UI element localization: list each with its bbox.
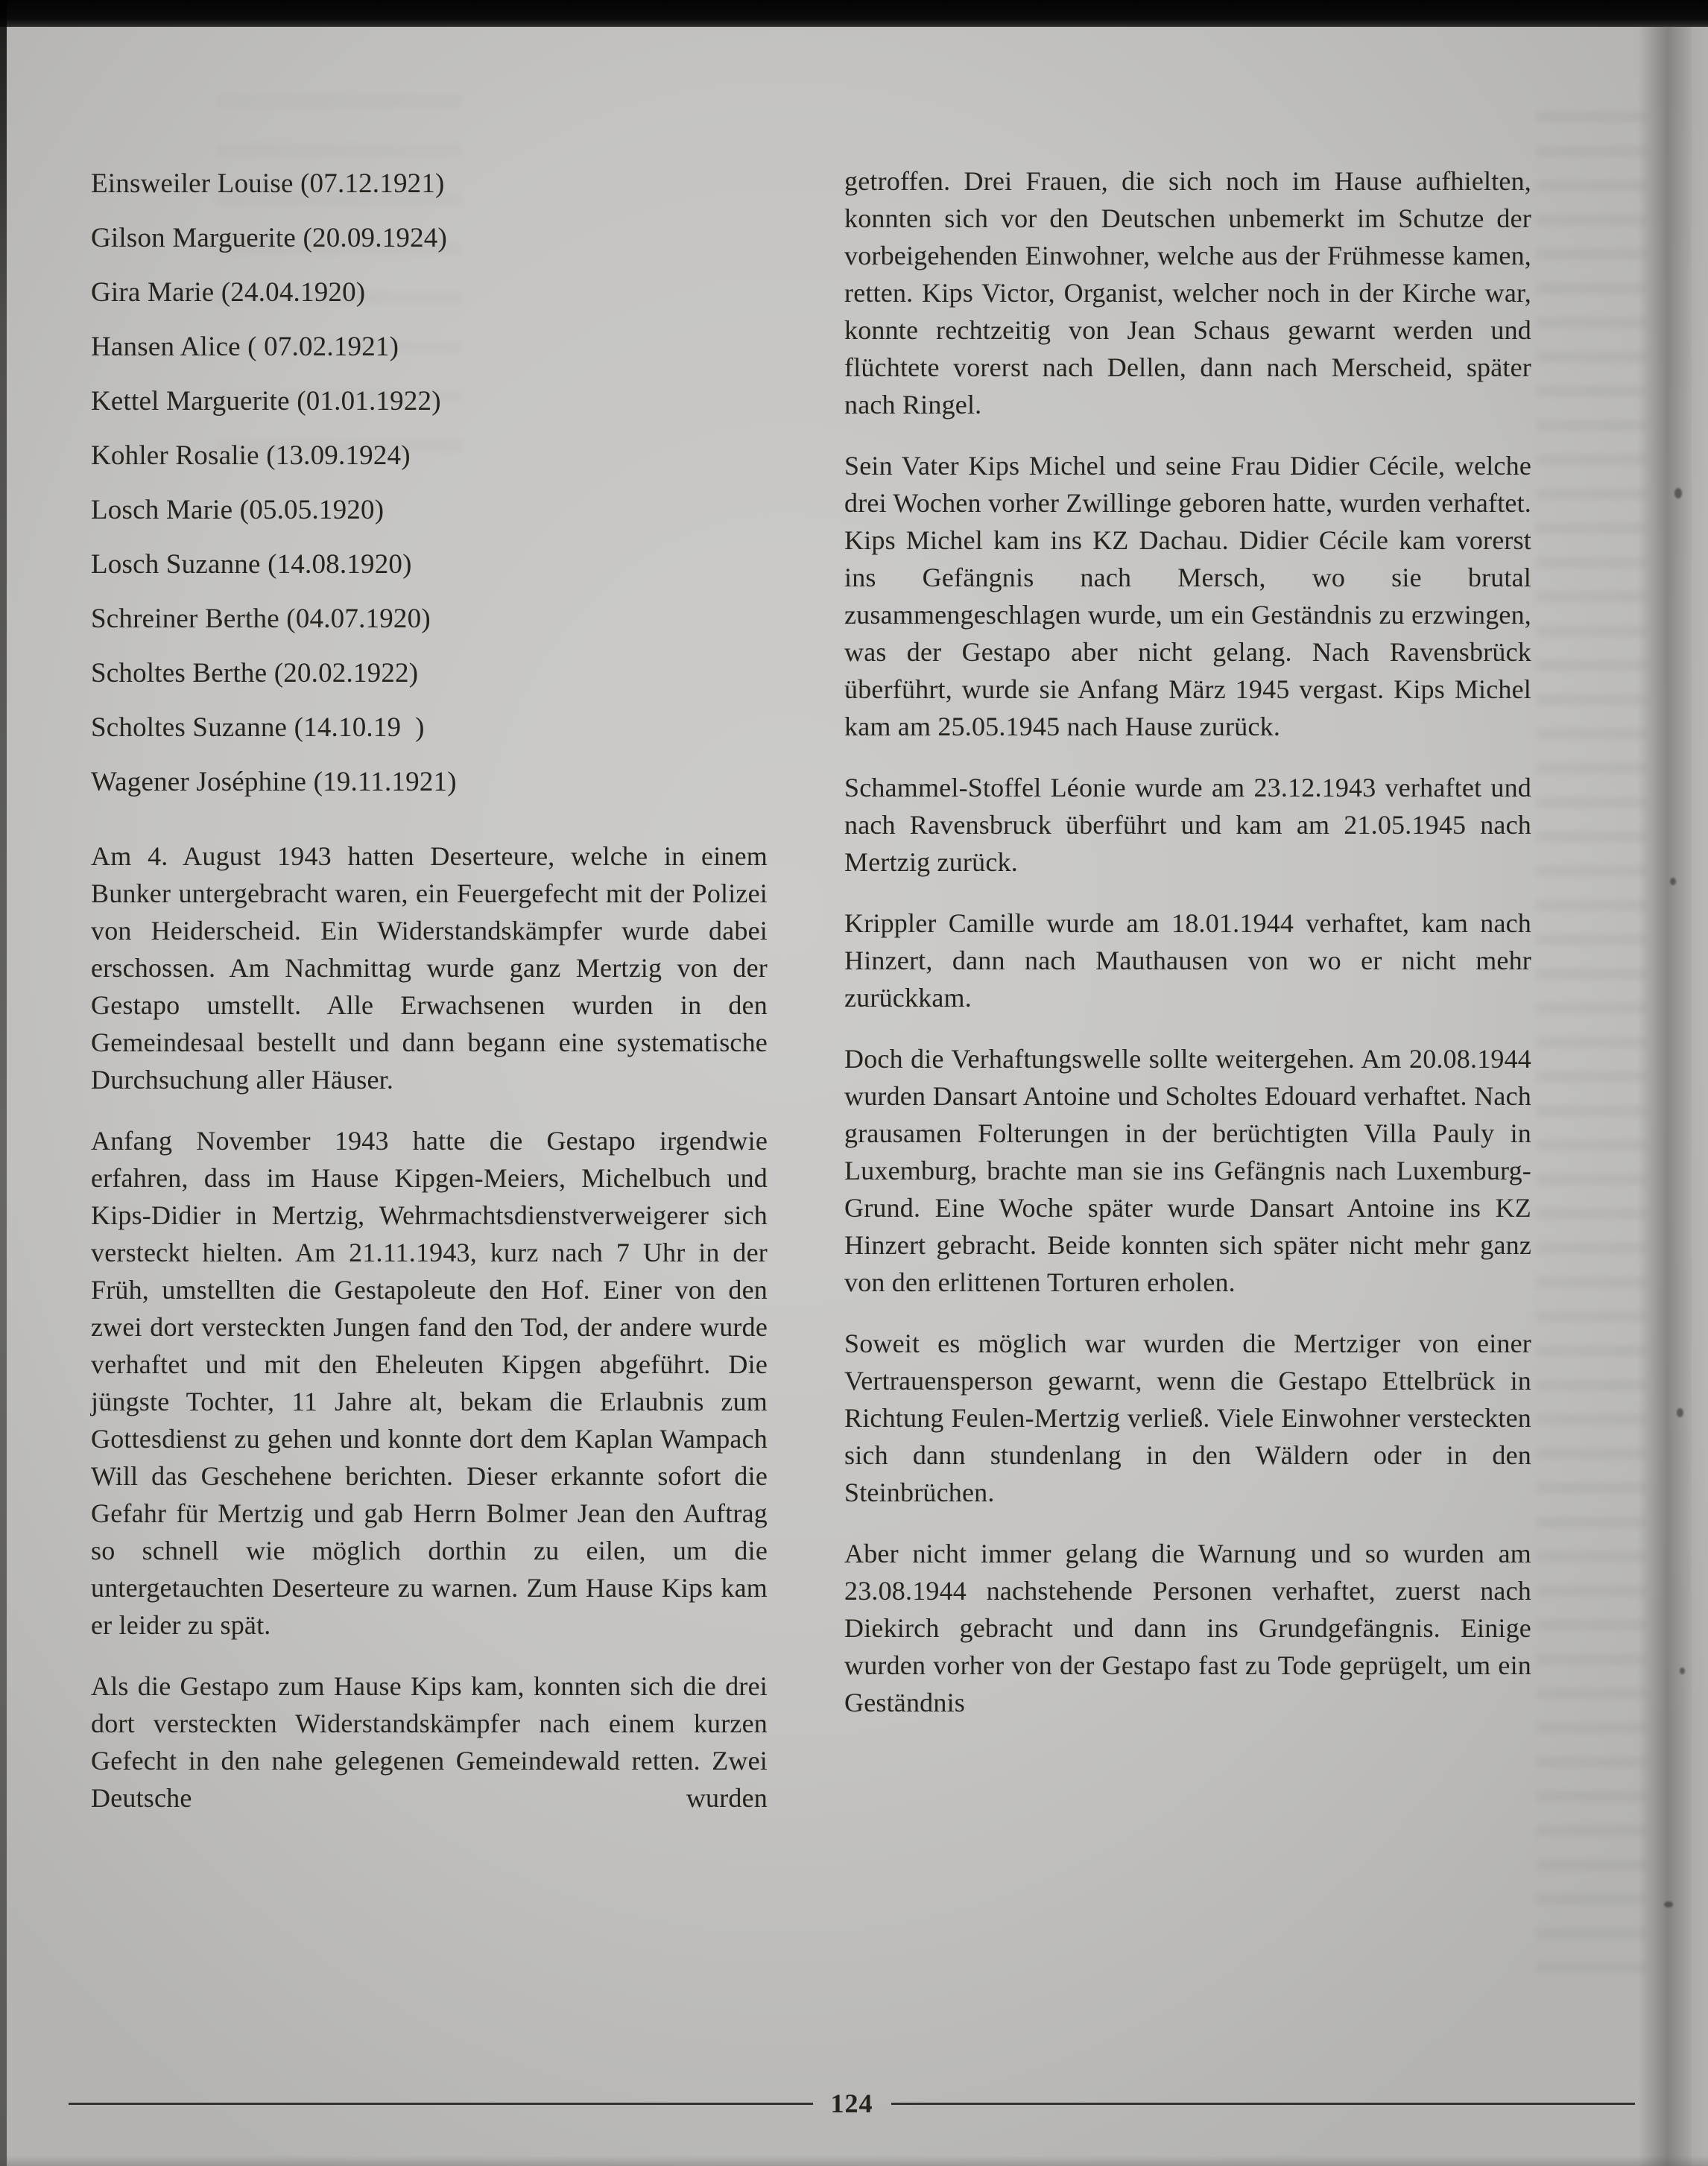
scan-speck: [1664, 1901, 1673, 1907]
scan-speck: [1674, 488, 1682, 498]
name-list-item: Hansen Alice ( 07.02.1921): [91, 332, 399, 362]
scan-edge-bottom: [0, 2156, 1708, 2166]
page-number: 124: [830, 2089, 873, 2118]
paragraph: Sein Vater Kips Michel und seine Frau Didier Cécile, welche drei Wochen vorher Zwillinge geboren hatte, wurden verhaftet. Kips Michel kam ins KZ Dachau. Didier Cécile kam vorerst ins Gefängnis nach Mersch, wo sie brutal zusammengeschlagen wurde, um ein Geständnis zu erzwingen, was der Gestapo aber nicht gelang. Nach Ravensbrück überführt, wurde sie Anfang März 1945 vergast. Kips Michel kam am 25.05.1945 nach Hause zurück.: [844, 451, 1531, 741]
scan-speck: [1680, 1668, 1685, 1674]
paragraph: Krippler Camille wurde am 18.01.1944 verhaftet, kam nach Hinzert, dann nach Mauthausen von wo er nicht mehr zurückkam.: [844, 908, 1531, 1013]
name-list-item: Gilson Marguerite (20.09.1924): [91, 223, 448, 253]
scan-edge-right: [1692, 27, 1708, 2166]
name-list-item: Wagener Joséphine (19.11.1921): [91, 767, 457, 797]
paragraph: Anfang November 1943 hatte die Gestapo irgendwie erfahren, dass im Hause Kipgen-Meiers, Michelbuch und Kips-Didier in Mertzig, Wehrmachtsdienstverweigerer sich versteckt hielten. Am 21.11.1943, kurz nach 7 Uhr in der Früh, umstellten die Gestapoleute den Hof. Einer von den zwei dort versteckten Jungen fand den Tod, der andere wurde verhaftet und mit den Eheleuten Kipgen abgeführt. Die jüngste Tochter, 11 Jahre alt, bekam die Erlaubnis zum Gottesdienst zu gehen und konnte dort dem Kaplan Wampach Will das Geschehene berichten. Dieser erkannte sofort die Gefahr für Mertzig und gab Herrn Bolmer Jean den Auftrag so schnell wie möglich dorthin zu eilen, um die untergetauchten Deserteure zu warnen. Zum Hause Kips kam er leider zu spät.: [91, 1126, 768, 1640]
paragraph: Schammel-Stoffel Léonie wurde am 23.12.1943 verhaftet und nach Ravensbruck überführt und kam am 21.05.1945 nach Mertzig zurück.: [844, 773, 1531, 877]
name-list-item: Losch Suzanne (14.08.1920): [91, 549, 412, 580]
paragraph: Als die Gestapo zum Hause Kips kam, konnten sich die drei dort versteckten Widerstandskämpfer nach einem kurzen Gefecht in den nahe gelegenen Gemeindewald retten. Zwei Deutsche wurden: [91, 1671, 768, 1813]
footer-rule-right: [891, 2103, 1636, 2105]
right-column: [844, 162, 1531, 1721]
victim-name-list: [91, 156, 768, 809]
name-list-item: Losch Marie (05.05.1920): [91, 495, 385, 525]
scan-speck: [1677, 1408, 1683, 1417]
page-curvature-shadow: [1638, 27, 1692, 2166]
paragraph: getroffen. Drei Frauen, die sich noch im Hause aufhielten, konnten sich vor den Deutschen unbemerkt im Schutze der vorbeigehenden Einwohner, welche aus der Frühmesse kamen, retten. Kips Victor, Organist, welcher noch in der Kirche war, konnte rechtzeitig von Jean Schaus gewarnt werden und flüchtete vorerst nach Dellen, dann nach Merscheid, später nach Ringel.: [844, 166, 1531, 419]
left-column: [91, 156, 768, 1817]
footer-rule-left: [69, 2103, 813, 2105]
page-footer: [69, 2088, 1635, 2119]
paragraph: Am 4. August 1943 hatten Deserteure, welche in einem Bunker untergebracht waren, ein Feuergefecht mit der Polizei von Heiderscheid. Ein Widerstandskämpfer wurde dabei erschossen. Am Nachmittag wurde ganz Mertzig von der Gestapo umstellt. Alle Erwachsenen wurden in den Gemeindesaal bestellt und dann begann eine systematische Durchsuchung aller Häuser.: [91, 841, 768, 1095]
paragraph: Doch die Verhaftungswelle sollte weitergehen. Am 20.08.1944 wurden Dansart Antoine und Scholtes Edouard verhaftet. Nach grausamen Folterungen in der berüchtigten Villa Pauly in Luxemburg, brachte man sie ins Gefängnis nach Luxemburg-Grund. Eine Woche später wurde Dansart Antoine ins KZ Hinzert gebracht. Beide konnten sich später nicht mehr ganz von den erlittenen Torturen erholen.: [844, 1044, 1531, 1297]
name-list-item: Kohler Rosalie (13.09.1924): [91, 440, 411, 471]
paragraph: Soweit es möglich war wurden die Mertziger von einer Vertrauensperson gewarnt, wenn die Gestapo Ettelbrück in Richtung Feulen-Mertzig verließ. Viele Einwohner versteckten sich dann stundenlang in den Wäldern oder in den Steinbrüchen.: [844, 1329, 1531, 1507]
scan-edge-top: [0, 0, 1708, 27]
name-list-item: Gira Marie (24.04.1920): [91, 277, 366, 308]
name-list-item: Scholtes Suzanne (14.10.19 ): [91, 712, 425, 743]
name-list-item: Einsweiler Louise (07.12.1921): [91, 168, 445, 199]
name-list-item: Kettel Marguerite (01.01.1922): [91, 386, 441, 417]
paragraph: Aber nicht immer gelang die Warnung und so wurden am 23.08.1944 nachstehende Personen verhaftet, zuerst nach Diekirch gebracht und dann ins Grundgefängnis. Einige wurden vorher von der Gestapo fast zu Tode geprügelt, um ein Geständnis: [844, 1539, 1531, 1717]
showthrough-text-right: [1537, 112, 1647, 1975]
name-list-item: Schreiner Berthe (04.07.1920): [91, 604, 431, 634]
scan-speck: [1670, 878, 1676, 885]
scan-edge-left: [0, 0, 7, 2166]
name-list-item: Scholtes Berthe (20.02.1922): [91, 658, 419, 688]
